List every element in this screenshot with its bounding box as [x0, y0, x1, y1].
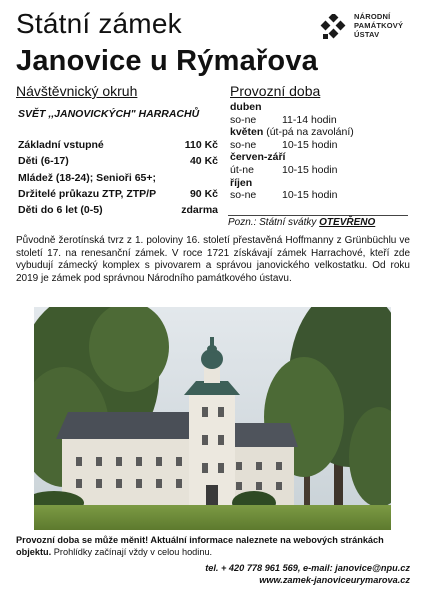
- price-row: [18, 202, 218, 218]
- price-label: Základní vstupné: [18, 139, 104, 151]
- npu-logo-text: NÁRODNÍ PAMÁTKOVÝ ÚSTAV: [354, 12, 404, 39]
- price-label: Děti (6-17): [18, 155, 69, 168]
- website-link[interactable]: www.zamek-janoviceurymarova.cz: [259, 575, 410, 585]
- month-label: duben: [230, 101, 262, 113]
- price-value: 90 Kč: [189, 187, 218, 200]
- castle-photo: [34, 307, 391, 530]
- circuit-name: SVĚT ,,JANOVICKÝCH" HARRACHŮ: [18, 108, 200, 120]
- price-label: Držitelé průkazu ZTP, ZTP/P: [18, 187, 157, 200]
- price-row: [18, 153, 218, 169]
- footer-notice: Provozní doba se může měnit! Aktuální informace naleznete na webových stránkách objektu. Prohlídky začínají vždy v celou hodinu.: [16, 535, 384, 557]
- price-value: zdarma: [181, 204, 218, 217]
- visitor-circuit-heading: Návštěvnický okruh: [16, 83, 138, 99]
- hours-line: so-ne 10-15 hodin: [230, 138, 338, 151]
- holiday-note: Pozn.: Státní svátky OTEVŘENO: [228, 215, 408, 229]
- opening-hours-heading: Provozní doba: [230, 83, 321, 99]
- price-row: [18, 170, 218, 186]
- hours-line: so-ne 11-14 hodin: [230, 113, 337, 126]
- price-row: [18, 186, 218, 202]
- month-label: červen-září: [230, 151, 286, 164]
- history-paragraph: Původně žerotínská tvrz z 1. poloviny 16. století přestavěná Hoffmanny z Grünbüchlu ve století 17. na renesanční zámek. V roce 1721 získávají zámek Harrachové, kteří zde vybudují zámecký komplex s pivovarem a správou janovického velkostatku. Od roku 2019 je zámek pod správnou Národního památkového ústavu.: [16, 235, 410, 284]
- page-title-line1: Státní zámek: [16, 8, 182, 39]
- npu-logo-icon: [320, 14, 348, 42]
- month-label: říjen: [230, 176, 253, 189]
- contact-line: tel. + 420 778 961 569, e-mail: janovice@npu.cz: [205, 563, 410, 573]
- opening-hours-list: [230, 101, 410, 202]
- price-label: Děti do 6 let (0-5): [18, 204, 103, 217]
- price-label: Mládež (18-24); Senioři 65+;: [18, 171, 157, 184]
- price-value: 40 Kč: [189, 155, 218, 168]
- page-title-line2: Janovice u Rýmařova: [16, 45, 318, 77]
- hours-line: út-ne 10-15 hodin: [230, 163, 338, 176]
- hours-line: so-ne 10-15 hodin: [230, 189, 338, 202]
- price-row: [18, 137, 218, 153]
- price-list: [18, 137, 218, 218]
- month-label: květen (út-pá na zavolání): [230, 126, 354, 139]
- contact-block: [10, 562, 410, 586]
- price-value: 110 Kč: [184, 139, 218, 151]
